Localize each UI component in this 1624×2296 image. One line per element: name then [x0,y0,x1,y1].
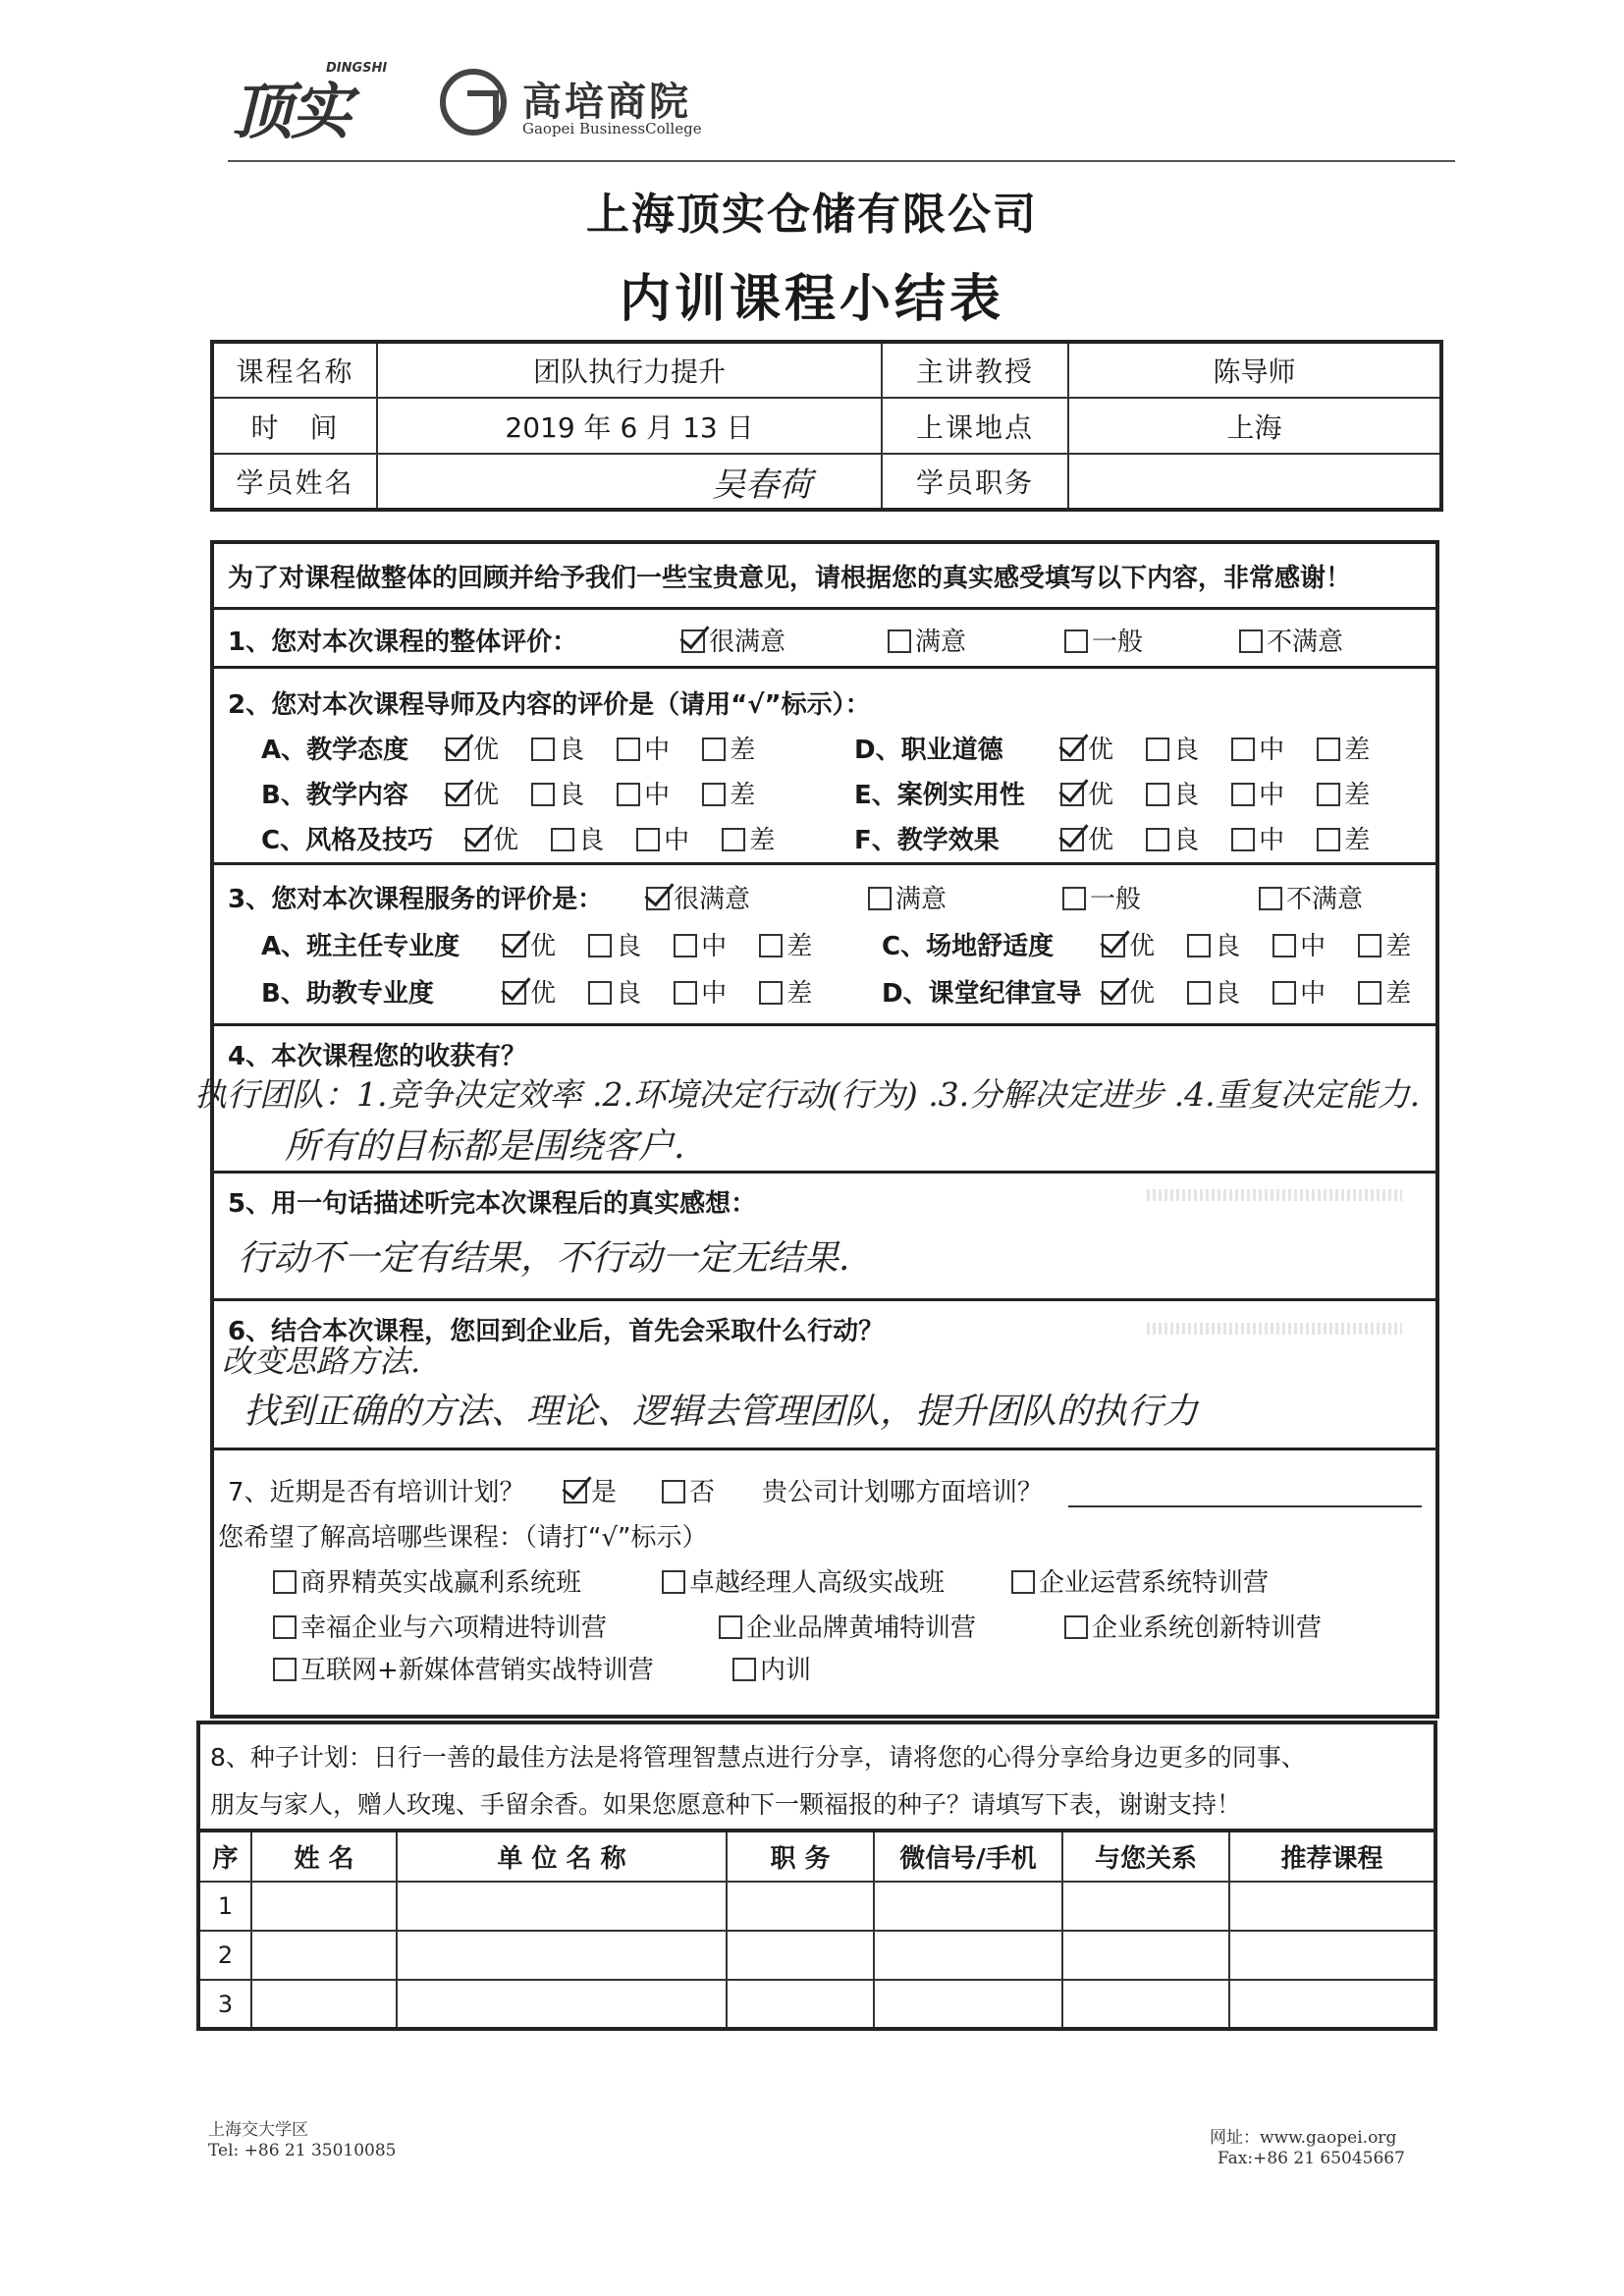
q1-option-unsatisfied[interactable]: 不满意 [1239,622,1343,658]
time-label: 时 间 [212,398,377,454]
q3-item-b-label: B、助教专业度 [261,979,434,1009]
checkbox-checked-icon[interactable] [681,629,705,653]
course-info-table [210,340,1443,512]
checkbox-icon[interactable] [1272,934,1296,957]
checkbox-checked-icon[interactable] [503,981,526,1005]
cell-course[interactable] [1229,1882,1435,1931]
row-number: 2 [198,1931,251,1980]
footer-web[interactable]: 网址：www.gaopei.org [1210,2128,1397,2148]
col-header-wechat: 微信号/手机 [874,1831,1062,1882]
q2-e-grades[interactable]: 优 良 中 差 [1060,775,1370,811]
checkbox-checked-icon[interactable] [564,1480,587,1503]
checkbox-icon[interactable] [1239,629,1263,653]
checkbox-checked-icon[interactable] [1060,783,1084,806]
scan-noise [1147,1323,1402,1335]
student-position-label: 学员职务 [882,454,1068,510]
checkbox-icon[interactable] [1064,629,1088,653]
course-option-2[interactable]: 卓越经理人高级实战班 [662,1562,945,1599]
course-option-4[interactable]: 幸福企业与六项精进特训营 [273,1608,607,1644]
checkbox-icon[interactable] [1317,783,1340,806]
checkbox-icon[interactable] [1317,738,1340,761]
q3-item-d-label: D、课堂纪律宣导 [882,979,1082,1009]
q3-d-grades[interactable]: 优 良 中 差 [1102,973,1411,1010]
q3-option-average[interactable]: 一般 [1062,879,1141,915]
checkbox-icon[interactable] [1187,934,1211,957]
q8-text-line1: 8、种子计划：日行一善的最佳方法是将管理智慧点进行分享，请将您的心得分享给身边更多的同事、 [210,1743,1306,1772]
q1-label: 1、您对本次课程的整体评价： [228,628,578,657]
col-header-position: 职 务 [727,1831,874,1882]
cell-course[interactable] [1229,1980,1435,2029]
q2-a-grades[interactable]: 优 良 中 差 [446,730,755,766]
table-row [198,1882,1435,1931]
q3-item-a-label: A、班主任专业度 [261,932,460,961]
q2-d-grades[interactable]: 优 良 中 差 [1060,730,1370,766]
q6-answer-line2[interactable]: 找到正确的方法、理论、逻辑去管理团队，提升团队的执行力 [244,1392,1199,1432]
cell-relation[interactable] [1062,1882,1229,1931]
course-option-5[interactable]: 企业品牌黄埔特训营 [719,1608,976,1644]
checkbox-icon[interactable] [759,934,783,957]
cell-position[interactable] [727,1980,874,2029]
lecturer-label: 主讲教授 [882,342,1068,398]
q2-item-f-label: F、教学效果 [854,826,1000,855]
checkbox-icon[interactable] [273,1570,297,1594]
q3-option-satisfied[interactable]: 满意 [868,879,947,915]
checkbox-icon[interactable] [1187,981,1211,1005]
gaopei-logo-en: Gaopei BusinessCollege [522,120,702,137]
student-name-label: 学员姓名 [212,454,377,510]
q2-b-grades[interactable]: 优 良 中 差 [446,775,755,811]
q7-plan-input[interactable] [1068,1505,1422,1507]
checkbox-icon[interactable] [868,887,892,910]
q3-item-c-label: C、场地舒适度 [882,932,1055,961]
course-option-7[interactable]: 互联网+新媒体营销实战特训营 [273,1650,654,1686]
time-value[interactable]: 2019 年 6 月 13 日 [377,398,882,454]
checkbox-icon[interactable] [1062,887,1086,910]
course-option-6[interactable]: 企业系统创新特训营 [1064,1608,1322,1644]
q2-item-d-label: D、职业道德 [854,736,1003,765]
q2-label: 2、您对本次课程导师及内容的评价是（请用“√”标示）： [228,690,871,720]
checkbox-checked-icon[interactable] [1102,981,1125,1005]
checkbox-icon[interactable] [674,934,697,957]
student-position-value[interactable] [1068,454,1441,510]
q2-item-c-label: C、风格及技巧 [261,826,434,855]
survey-intro: 为了对课程做整体的回顾并给予我们一些宝贵意见，请根据您的真实感受填写以下内容，非常感谢！ [228,564,1352,593]
cell-company[interactable] [397,1882,727,1931]
checkbox-icon[interactable] [617,783,640,806]
header-divider [228,160,1455,162]
q5-answer[interactable]: 行动不一定有结果，不行动一定无结果. [238,1238,850,1279]
q1-option-satisfied[interactable]: 满意 [888,622,966,658]
checkbox-icon[interactable] [531,738,555,761]
checkbox-icon[interactable] [662,1570,685,1594]
cell-position[interactable] [727,1931,874,1980]
checkbox-icon[interactable] [551,828,574,851]
place-label: 上课地点 [882,398,1068,454]
cell-wechat[interactable] [874,1980,1062,2029]
checkbox-icon[interactable] [617,738,640,761]
checkbox-icon[interactable] [702,783,726,806]
course-name-label: 课程名称 [212,342,377,398]
q4-answer-line1[interactable]: 执行团队：1.竞争决定效率 .2.环境决定行动(行为) .3.分解决定进步 .4.重复决定能力. [194,1075,1421,1114]
q3-c-grades[interactable]: 优 良 中 差 [1102,926,1411,962]
place-value[interactable]: 上海 [1068,398,1441,454]
checkbox-checked-icon[interactable] [446,738,469,761]
q2-item-e-label: E、案例实用性 [854,781,1025,810]
checkbox-icon[interactable] [1146,738,1169,761]
q6-label: 6、结合本次课程，您回到企业后，首先会采取什么行动？ [228,1317,885,1346]
checkbox-icon[interactable] [888,629,911,653]
dingshi-logo-en: DINGSHI [326,61,388,76]
q4-answer-line2[interactable]: 所有的目标都是围绕客户. [285,1126,685,1167]
cell-wechat[interactable] [874,1931,1062,1980]
q6-answer-line1[interactable]: 改变思路方法. [222,1342,421,1380]
checkbox-icon[interactable] [719,1615,742,1639]
checkbox-checked-icon[interactable] [1060,738,1084,761]
seed-plan-table [196,1829,1437,2031]
q7-option-no[interactable]: 否 [662,1472,715,1508]
cell-company[interactable] [397,1931,727,1980]
checkbox-icon[interactable] [1358,934,1381,957]
checkbox-icon[interactable] [1146,783,1169,806]
checkbox-icon[interactable] [1259,887,1282,910]
cell-relation[interactable] [1062,1931,1229,1980]
q2-item-a-label: A、教学态度 [261,736,409,765]
q7-label: 7、近期是否有培训计划？ [228,1478,525,1507]
q1-option-average[interactable]: 一般 [1064,622,1143,658]
checkbox-icon[interactable] [588,934,612,957]
logo-area [232,59,742,147]
course-option-8[interactable]: 内训 [732,1650,811,1686]
course-name-value[interactable]: 团队执行力提升 [377,342,882,398]
footer-fax: Fax:+86 21 65045667 [1218,2149,1405,2168]
checkbox-icon[interactable] [759,981,783,1005]
q5-label: 5、用一句话描述听完本次课程后的真实感想： [228,1189,757,1219]
course-option-1[interactable]: 商界精英实战赢利系统班 [273,1562,581,1599]
q5-section [214,1171,1435,1298]
course-option-3[interactable]: 企业运营系统特训营 [1011,1562,1269,1599]
row-number: 3 [198,1980,251,2029]
checkbox-icon[interactable] [1231,783,1255,806]
checkbox-icon[interactable] [662,1480,685,1503]
checkbox-icon[interactable] [531,783,555,806]
checkbox-icon[interactable] [1272,981,1296,1005]
col-header-name: 姓 名 [251,1831,397,1882]
q2-section [214,666,1435,862]
company-title: 上海顶实仓储有限公司 [586,190,1038,240]
q3-option-very-satisfied[interactable]: 很满意 [646,879,750,915]
q6-section [214,1298,1435,1448]
checkbox-icon[interactable] [636,828,660,851]
q7-courses-label: 您希望了解高培哪些课程：（请打“√”标示） [218,1523,708,1553]
col-header-relation: 与您关系 [1062,1831,1229,1882]
q3-a-grades[interactable]: 优 良 中 差 [503,926,812,962]
q4-section [194,1023,1435,1171]
table-row [198,1980,1435,2029]
checkbox-icon[interactable] [273,1615,297,1639]
checkbox-icon[interactable] [1231,738,1255,761]
cell-name[interactable] [251,1882,397,1931]
checkbox-checked-icon[interactable] [503,934,526,957]
footer-tel: Tel: +86 21 35010085 [208,2141,397,2160]
checkbox-checked-icon[interactable] [1102,934,1125,957]
q8-section [196,1721,1437,1831]
q1-option-very-satisfied[interactable]: 很满意 [681,622,785,658]
q3-label: 3、您对本次课程服务的评价是： [228,885,604,914]
gaopei-logo-cn: 高培商院 [522,79,691,125]
q2-item-b-label: B、教学内容 [261,781,408,810]
q1-section [214,607,1435,666]
row-number: 1 [198,1882,251,1931]
cell-name[interactable] [251,1931,397,1980]
q7-option-yes[interactable]: 是 [564,1472,617,1508]
q8-text-line2: 朋友与家人，赠人玫瑰、手留余香。如果您愿意种下一颗福报的种子？请填写下表，谢谢支持！ [210,1790,1242,1819]
q2-c-grades[interactable]: 优 良 中 差 [465,820,775,856]
checkbox-icon[interactable] [702,738,726,761]
checkbox-icon[interactable] [722,828,745,851]
col-header-no: 序 [198,1831,251,1882]
checkbox-icon[interactable] [674,981,697,1005]
col-header-course: 推荐课程 [1229,1831,1435,1882]
checkbox-icon[interactable] [1317,828,1340,851]
scan-noise [1147,1189,1402,1201]
lecturer-value[interactable]: 陈导师 [1068,342,1441,398]
checkbox-icon[interactable] [1146,828,1169,851]
checkbox-checked-icon[interactable] [446,783,469,806]
checkbox-checked-icon[interactable] [646,887,670,910]
checkbox-checked-icon[interactable] [1060,828,1084,851]
form-title: 内训课程小结表 [619,270,1004,329]
q7-plan-label: 贵公司计划哪方面培训？ [762,1478,1044,1507]
checkbox-checked-icon[interactable] [465,828,489,851]
q3-b-grades[interactable]: 优 良 中 差 [503,973,812,1010]
q7-section [214,1448,1435,1660]
checkbox-icon[interactable] [1358,981,1381,1005]
checkbox-icon[interactable] [1011,1570,1035,1594]
checkbox-icon[interactable] [273,1658,297,1681]
gaopei-g-logo-icon [440,69,507,136]
checkbox-icon[interactable] [588,981,612,1005]
cell-relation[interactable] [1062,1980,1229,2029]
q3-option-unsatisfied[interactable]: 不满意 [1259,879,1363,915]
checkbox-icon[interactable] [732,1658,756,1681]
survey-form [194,540,1439,1719]
table-row [198,1931,1435,1980]
q3-section [214,862,1435,1023]
dingshi-logo: 顶实 [232,76,351,147]
cell-name[interactable] [251,1980,397,2029]
footer-address: 上海交大学区 [208,2120,308,2140]
checkbox-icon[interactable] [1064,1615,1088,1639]
cell-position[interactable] [727,1882,874,1931]
q2-f-grades[interactable]: 优 良 中 差 [1060,820,1370,856]
checkbox-icon[interactable] [1231,828,1255,851]
cell-course[interactable] [1229,1931,1435,1980]
cell-wechat[interactable] [874,1882,1062,1931]
col-header-company: 单 位 名 称 [397,1831,727,1882]
cell-company[interactable] [397,1980,727,2029]
student-name-value[interactable]: 吴春荷 [377,454,882,510]
q4-label: 4、本次课程您的收获有？ [228,1042,527,1071]
